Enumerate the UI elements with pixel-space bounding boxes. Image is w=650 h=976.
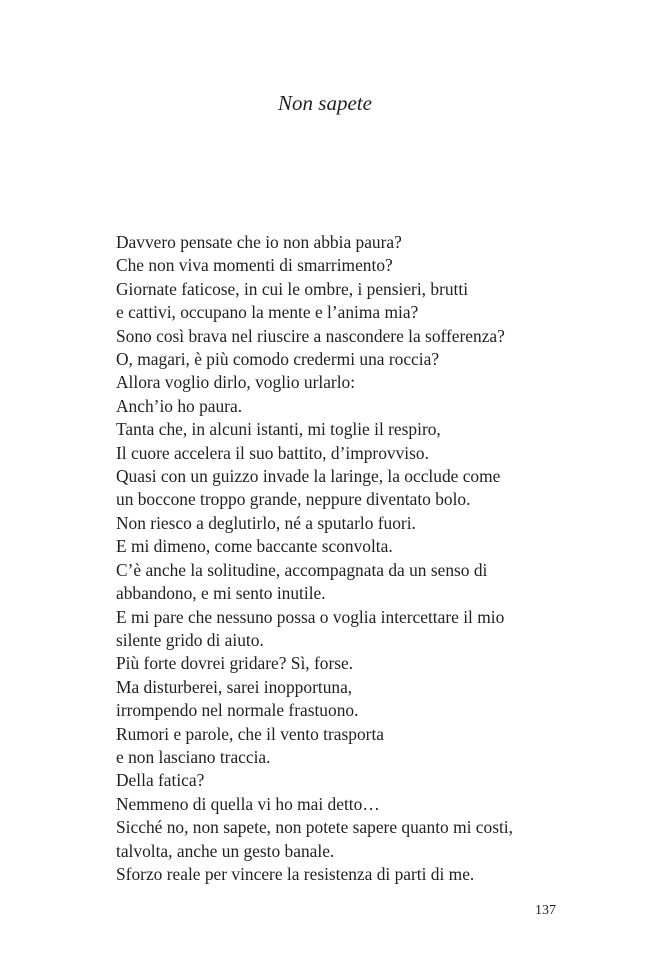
poem-line: Ma disturberei, sarei inopportuna, [116, 676, 353, 697]
poem-line: silente grido di aiuto. [116, 629, 264, 650]
poem-line: Nemmeno di quella vi ho mai detto… [116, 793, 380, 814]
poem-line: Sono così brava nel riuscire a nascondere la sofferenza? [116, 325, 505, 346]
poem-line: un boccone troppo grande, neppure diventato bolo. [116, 489, 471, 510]
poem-line: abbandono, e mi sento inutile. [116, 583, 326, 604]
poem-line: E mi dimeno, come baccante sconvolta. [116, 536, 393, 557]
poem-line: Più forte dovrei gridare? Sì, forse. [116, 653, 354, 674]
poem-line: Quasi con un guizzo invade la laringe, la occlude come [116, 466, 501, 487]
poem-title: Non sapete [278, 91, 372, 115]
poem-line: Che non viva momenti di smarrimento? [116, 255, 393, 276]
poem-line: Giornate faticose, in cui le ombre, i pensieri, brutti [116, 278, 469, 299]
poem-line: talvolta, anche un gesto banale. [116, 840, 335, 861]
poem-body [116, 231, 576, 886]
poem-line: E mi pare che nessuno possa o voglia intercettare il mio [116, 606, 505, 627]
poem-line: Davvero pensate che io non abbia paura? [116, 232, 402, 252]
poem-line: irrompendo nel normale frastuono. [116, 700, 359, 721]
poem-line: C’è anche la solitudine, accompagnata da un senso di [116, 559, 488, 580]
poem-line: Non riesco a deglutirlo, né a sputarlo fuori. [116, 512, 416, 533]
poem-line: Sforzo reale per vincere la resistenza di parti di me. [116, 863, 475, 884]
poem-line: Allora voglio dirlo, voglio urlarlo: [116, 372, 356, 393]
poem-line: Anch’io ho paura. [116, 395, 243, 416]
page-number: 137 [535, 903, 556, 918]
poem-line: e cattivi, occupano la mente e l’anima mia? [116, 302, 419, 323]
poem-line: Rumori e parole, che il vento trasporta [116, 723, 385, 744]
poem-line: e non lasciano traccia. [116, 746, 271, 767]
poem-line: Sicché no, non sapete, non potete sapere quanto mi costi, [116, 817, 513, 838]
poem-line: O, magari, è più comodo credermi una roccia? [116, 349, 440, 370]
poem-line: Tanta che, in alcuni istanti, mi toglie il respiro, [116, 419, 441, 440]
poem-line: Della fatica? [116, 770, 205, 791]
poem-line: Il cuore accelera il suo battito, d’improvviso. [116, 442, 429, 463]
